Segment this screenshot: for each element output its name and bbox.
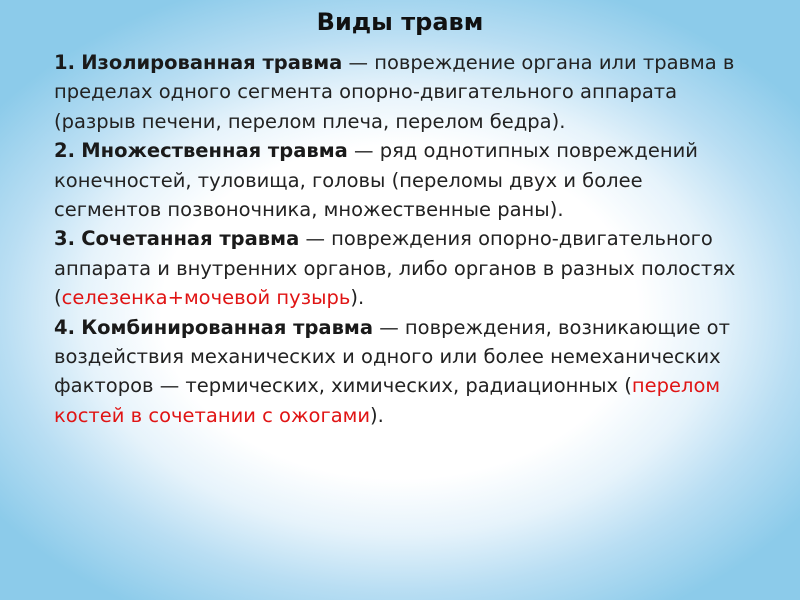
item-term: Сочетанная травма <box>81 227 300 251</box>
item-term: Комбинированная травма <box>81 315 374 339</box>
item-description: — повреждение органа или травма в пределах одного сегмента опорно-двигательного аппарата (разрыв печени, перелом плеча, перелом бедра). <box>54 51 735 133</box>
item-tail: ). <box>370 403 384 427</box>
item-description: — повреждения опорно-двигательного аппарата и внутренних органов, либо органов в разных полостях ( <box>54 227 736 310</box>
item-number: 1. <box>54 51 75 74</box>
item-number: 4. <box>54 315 75 339</box>
item-example-highlight: селезенка+мочевой пузырь <box>61 286 351 310</box>
list-item-combined-organs <box>54 224 754 312</box>
item-description: — ряд однотипных повреждений конечностей, туловища, головы (переломы двух и более сегментов позвоночника, множественные раны). <box>54 139 698 222</box>
item-number: 2. <box>54 139 75 163</box>
list-item-isolated <box>54 48 754 136</box>
trauma-types-list <box>54 48 754 430</box>
item-description: — повреждения, возникающие от воздействия механических и одного или более немеханических факторов — термических, химических, радиационных ( <box>54 315 730 398</box>
item-number: 3. <box>54 227 75 251</box>
list-item-combined-factors <box>54 313 754 431</box>
item-tail: ). <box>350 286 365 310</box>
item-example-highlight: перелом костей в сочетании с ожогами <box>54 374 721 427</box>
slide-title: Виды травм <box>316 8 484 36</box>
list-item-multiple <box>54 136 754 224</box>
item-term: Изолированная травма <box>81 51 343 74</box>
item-term: Множественная травма <box>81 139 348 163</box>
